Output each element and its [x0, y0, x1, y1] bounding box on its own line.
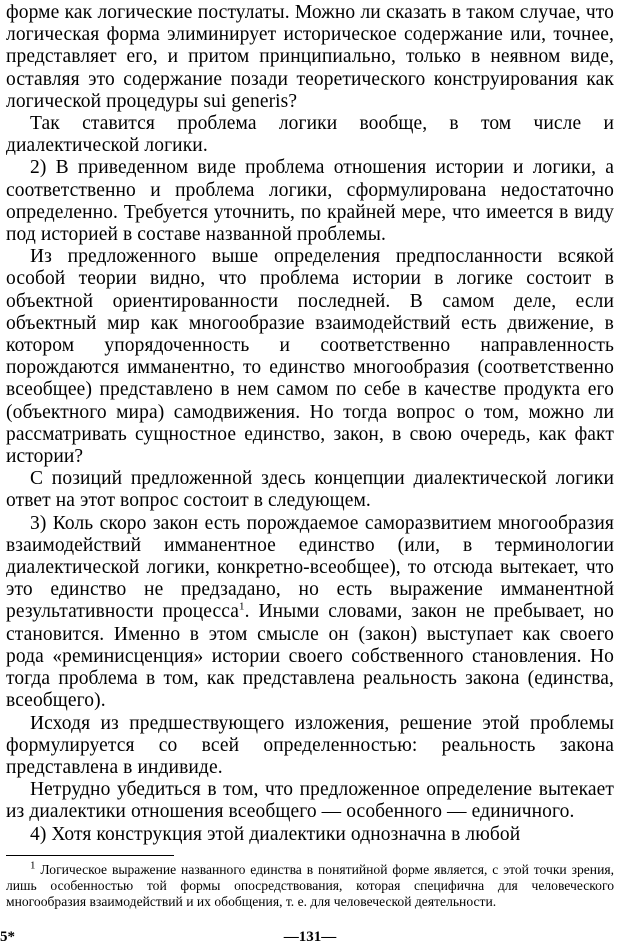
- signature-mark: 5*: [0, 929, 15, 945]
- paragraph: Нетрудно убедиться в том, что предложенное определение вытекает из диалектики отношения всеобщего — особенного — единичного.: [6, 779, 614, 823]
- footnote-divider: [6, 855, 174, 856]
- footnote-text: Логическое выражение названного единства в понятийной форме является, с этой точки зрения, лишь особенностью той формы опосредствования, которая специфична для человеческого многообразия взаимодействий и их обобщения, т. е. для человеческой деятельности.: [6, 861, 614, 910]
- footnote: [6, 859, 614, 911]
- footnote-mark: 1: [30, 859, 36, 872]
- footnote-reference: 1: [239, 600, 245, 613]
- paragraph-text: . Иными словами, закон не пребывает, но становится. Именно в этом смысле он (закон) выступает как своего рода «реминисценция» истории своего собственного становления. Но тогда проблема в том, как представлена реальность закона (единства, всеобщего).: [6, 601, 614, 712]
- paragraph: Так ставится проблема логики вообще, в том числе и диалектической логики.: [6, 113, 614, 157]
- paragraph: форме как логические постулаты. Можно ли сказать в таком случае, что логическая форма элиминирует историческое содержание или, точнее, представляет его, и притом принципиально, только в неявном виде, оставляя это содержание позади теоретического конструирования как логической процедуры sui generis?: [6, 2, 614, 112]
- body-text: [6, 2, 614, 846]
- page-number: —131—: [283, 929, 337, 945]
- paragraph: [6, 513, 614, 713]
- paragraph-text: 3) Коль скоро закон есть порождаемое саморазвитием многообразия взаимодействий имманентное единство (или, в терминологии диалектической логики, конкретно-всеобщее), то отсюда вытекает, что это единство не предзадано, но есть выражение имманентной результативности процесса: [6, 512, 614, 623]
- paragraph: 4) Хотя конструкция этой диалектики однозначна в любой: [30, 823, 521, 845]
- paragraph: Из предложенного выше определения предпосланности всякой особой теории видно, что проблема истории в логике состоит в объектной ориентированности последней. В самом деле, если объектный мир как многообразие взаимодействий есть движение, в котором упорядоченность и соответственно направленность порождаются имманентно, то единство многообразия (соответственно всеобщее) представлено в нем самом по себе в качестве продукта его (объектного мира) самодвижения. Но тогда вопрос о том, можно ли рассматривать сущностное единство, закон, в свою очередь, как факт истории?: [6, 246, 614, 468]
- page-footer: [0, 925, 620, 947]
- paragraph: Исходя из предшествующего изложения, решение этой проблемы формулируется со всей определенностью: реальность закона представлена в индивиде.: [6, 712, 614, 778]
- paragraph: 2) В приведенном виде проблема отношения истории и логики, а соответственно и проблема логики, сформулирована недостаточно определенно. Требуется уточнить, по крайней мере, что имеется в виду под историей в составе названной проблемы.: [6, 157, 614, 246]
- paragraph: С позиций предложенной здесь концепции диалектической логики ответ на этот вопрос состоит в следующем.: [6, 468, 614, 512]
